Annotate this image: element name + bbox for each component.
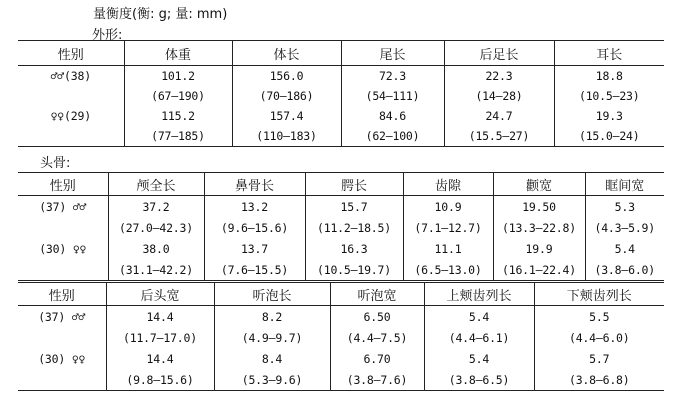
mean-cell: 8.4 <box>214 348 330 369</box>
range-cell: (6.5—13.0) <box>403 259 493 281</box>
column-header: 性别 <box>18 173 108 196</box>
mean-cell: 5.3 <box>585 196 664 218</box>
mean-cell: 156.0 <box>232 66 341 87</box>
sex-cell: (30) ♀♀ <box>39 241 87 256</box>
column-header: 眶间宽 <box>585 173 664 196</box>
range-cell: (4.4—6.0) <box>534 327 664 348</box>
column-header: 颅全长 <box>108 173 204 196</box>
column-header: 后头宽 <box>106 283 214 306</box>
column-header: 听泡宽 <box>330 283 424 306</box>
mean-cell: 16.3 <box>305 238 403 259</box>
table-row <box>18 306 664 328</box>
range-cell: (54—111) <box>341 86 444 106</box>
mean-cell: 84.6 <box>341 106 444 126</box>
sex-cell: (37) ♂♂ <box>38 309 86 324</box>
table-header-row <box>18 283 664 306</box>
mean-cell: 19.50 <box>493 196 585 218</box>
range-cell: (9.8—15.6) <box>106 369 214 391</box>
range-cell: (3.8—6.8) <box>534 369 664 391</box>
column-header: 上颊齿列长 <box>424 283 534 306</box>
range-cell: (3.8—6.5) <box>424 369 534 391</box>
mean-cell: 13.7 <box>204 238 305 259</box>
mean-cell: 6.50 <box>330 306 424 328</box>
column-header: 尾长 <box>341 41 444 66</box>
range-cell: (13.3—22.8) <box>493 217 585 238</box>
column-header: 后足长 <box>444 41 554 66</box>
range-cell: (5.3—9.6) <box>214 369 330 391</box>
mean-cell: 22.3 <box>444 66 554 87</box>
range-cell: (62—100) <box>341 126 444 147</box>
range-cell: (4.9—9.7) <box>214 327 330 348</box>
sex-cell: (30) ♀♀ <box>38 351 86 366</box>
range-cell: (7.1—12.7) <box>403 217 493 238</box>
table-header-row <box>18 173 664 196</box>
mean-cell: 19.9 <box>493 238 585 259</box>
table-row <box>18 126 664 147</box>
range-cell: (77—185) <box>124 126 232 147</box>
mean-cell: 18.8 <box>554 66 664 87</box>
sex-cell: ♀♀(29) <box>50 109 91 123</box>
range-cell: (4.3—5.9) <box>585 217 664 238</box>
mean-cell: 24.7 <box>444 106 554 126</box>
skull-measurements-table-b <box>18 282 664 391</box>
column-header: 体长 <box>232 41 341 66</box>
column-header: 下颊齿列长 <box>534 283 664 306</box>
sex-cell: ♂♂(38) <box>50 69 91 83</box>
column-header: 腭长 <box>305 173 403 196</box>
range-cell: (10.5—19.7) <box>305 259 403 281</box>
column-header: 性别 <box>18 41 124 66</box>
mean-cell: 19.3 <box>554 106 664 126</box>
range-cell: (4.4—6.1) <box>424 327 534 348</box>
table-header-row <box>18 41 664 66</box>
table-row <box>18 196 664 218</box>
table-row <box>18 106 664 126</box>
range-cell: (16.1—22.4) <box>493 259 585 281</box>
range-cell: (7.6—15.5) <box>204 259 305 281</box>
range-cell: (11.7—17.0) <box>106 327 214 348</box>
table-row <box>18 348 664 369</box>
mean-cell: 72.3 <box>341 66 444 87</box>
range-cell: (31.1—42.2) <box>108 259 204 281</box>
sex-cell: (37) ♂♂ <box>39 199 87 214</box>
mean-cell: 37.2 <box>108 196 204 218</box>
range-cell: (3.8—6.0) <box>585 259 664 281</box>
mean-cell: 8.2 <box>214 306 330 328</box>
section-label-external: 外形: <box>92 28 123 43</box>
column-header: 性别 <box>18 283 106 306</box>
skull-measurements-table-a <box>18 172 664 281</box>
table-row <box>18 327 664 348</box>
table-row <box>18 238 664 259</box>
mean-cell: 13.2 <box>204 196 305 218</box>
mean-cell: 5.4 <box>585 238 664 259</box>
mean-cell: 101.2 <box>124 66 232 87</box>
range-cell: (110—183) <box>232 126 341 147</box>
range-cell: (10.5—23) <box>554 86 664 106</box>
range-cell: (27.0—42.3) <box>108 217 204 238</box>
mean-cell: 6.70 <box>330 348 424 369</box>
mean-cell: 10.9 <box>403 196 493 218</box>
range-cell: (70—186) <box>232 86 341 106</box>
range-cell: (15.5—27) <box>444 126 554 147</box>
mean-cell: 5.5 <box>534 306 664 328</box>
mean-cell: 5.7 <box>534 348 664 369</box>
range-cell: (4.4—7.5) <box>330 327 424 348</box>
mean-cell: 115.2 <box>124 106 232 126</box>
column-header: 听泡长 <box>214 283 330 306</box>
range-cell: (3.8—7.6) <box>330 369 424 391</box>
table-row <box>18 369 664 391</box>
table-row <box>18 259 664 281</box>
range-cell: (14—28) <box>444 86 554 106</box>
range-cell: (67—190) <box>124 86 232 106</box>
table-row <box>18 217 664 238</box>
column-header: 鼻骨长 <box>204 173 305 196</box>
section-label-skull: 头骨: <box>40 156 71 171</box>
column-header: 颧宽 <box>493 173 585 196</box>
range-cell: (9.6—15.6) <box>204 217 305 238</box>
range-cell: (15.0—24) <box>554 126 664 147</box>
mean-cell: 5.4 <box>424 348 534 369</box>
range-cell: (11.2—18.5) <box>305 217 403 238</box>
external-measurements-table <box>18 40 664 147</box>
mean-cell: 157.4 <box>232 106 341 126</box>
mean-cell: 15.7 <box>305 196 403 218</box>
table-row <box>18 86 664 106</box>
column-header: 体重 <box>124 41 232 66</box>
column-header: 齿隙 <box>403 173 493 196</box>
column-header: 耳长 <box>554 41 664 66</box>
page-title: 量衡度(衡: g; 量: mm) <box>93 7 228 22</box>
mean-cell: 14.4 <box>106 306 214 328</box>
mean-cell: 5.4 <box>424 306 534 328</box>
table-row <box>18 66 664 87</box>
mean-cell: 14.4 <box>106 348 214 369</box>
mean-cell: 38.0 <box>108 238 204 259</box>
mean-cell: 11.1 <box>403 238 493 259</box>
